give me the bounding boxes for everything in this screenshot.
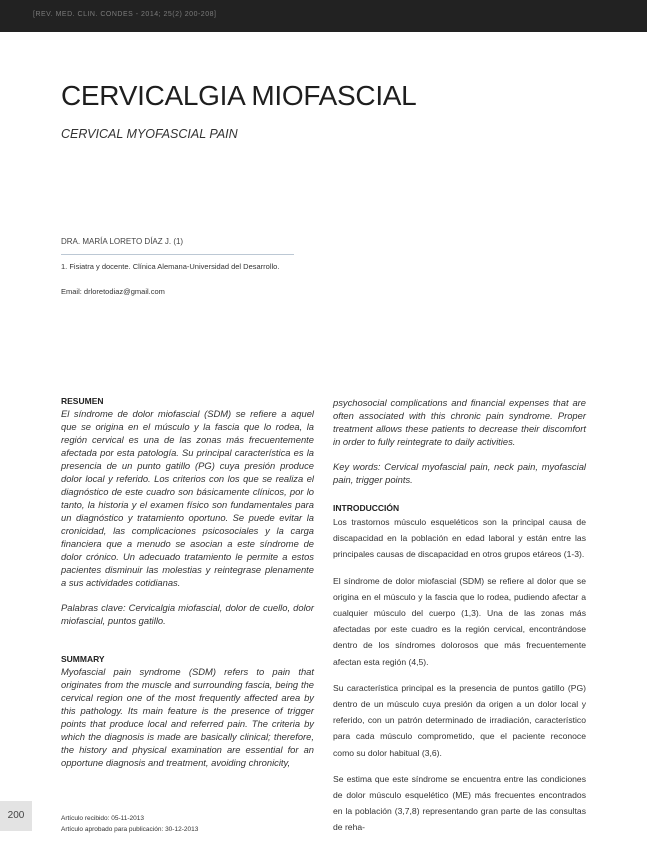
page-number: 200 bbox=[7, 810, 25, 821]
summary-heading: SUMMARY bbox=[61, 654, 105, 664]
intro-paragraph-4: Se estima que este síndrome se encuentra entre las condiciones de dolor músculo esquelético (ME) más frecuentes encontrados en la población (3,7,8) representando gran parte de las consultas de reha- bbox=[333, 773, 586, 833]
introduccion-heading: INTRODUCCIÓN bbox=[333, 503, 400, 513]
author-email: Email: drloretodiaz@gmail.com bbox=[61, 287, 165, 296]
approved-date: Artículo aprobado para publicación: 30-12-2013 bbox=[61, 826, 199, 833]
author-divider bbox=[61, 254, 294, 255]
page-number-box bbox=[0, 801, 32, 831]
journal-citation: [REV. MED. CLIN. CONDES - 2014; 25(2) 200-208] bbox=[33, 11, 217, 18]
intro-paragraph-2: El síndrome de dolor miofascial (SDM) se refiere al dolor que se origina en el músculo y la fascia que lo rodea, pudiendo afectar a cualquier músculo del cuerpo (1,3). Una de las zonas más afectadas por este cuadro es la región cervical, encontrándose dentro de los síndromes dolorosos que más frecuentemente afectan esta región (4,5). bbox=[333, 575, 586, 667]
resumen-heading: RESUMEN bbox=[61, 396, 104, 406]
resumen-text: El síndrome de dolor miofascial (SDM) se refiere a aquel que se origina en el músculo y la fascia que lo rodea, la región cervical es una de las zonas más frecuentemente afectada por esta patología. Su principal característica es la presencia de un punto gatillo (PG) cuya presión produce dolor local y referido. Los criterios con los que se realiza el diagnóstico de este cuadro son básicamente clínicos, por lo tanto, la historia y el examen físico son fundamentales para un diagnóstico y tratamiento oportuno. Se puede evitar la cronicidad, las complicaciones psicosociales y la carga financiera que a menudo se asocian a este síndrome de dolor crónico. Un adecuado tratamiento le permite a estos pacientes disminuir las molestias y reintegrase plenamente a sus actividades cotidianas. bbox=[61, 408, 314, 588]
article-subtitle: CERVICAL MYOFASCIAL PAIN bbox=[61, 127, 238, 141]
summary-text: Myofascial pain syndrome (SDM) refers to pain that originates from the muscle and surrounding fascia, being the cervical region one of the most frequently affected area by this pathology. Its main feature is the presence of trigger points that produce local and referred pain. The criteria by which the diagnosis is made are basically clinical; therefore, the history and physical examination are essential for an opportune diagnosis and treatment, avoiding chronicity, bbox=[61, 666, 314, 768]
author-affiliation: 1. Fisiatra y docente. Clínica Alemana-Universidad del Desarrollo. bbox=[61, 262, 280, 271]
author-name: DRA. MARÍA LORETO DÍAZ J. (1) bbox=[61, 237, 184, 246]
intro-paragraph-1: Los trastornos músculo esqueléticos son la principal causa de discapacidad en la población en edad laboral y están entre las principales causas de discapacidad en otros grupos etáreos (1-3). bbox=[333, 517, 586, 560]
article-title: CERVICALGIA MIOFASCIAL bbox=[61, 80, 417, 111]
right-column bbox=[333, 396, 586, 836]
received-date: Artículo recibido: 05-11-2013 bbox=[61, 815, 144, 822]
intro-paragraph-3: Su característica principal es la presencia de puntos gatillo (PG) dentro de un músculo cuya presión da origen a un dolor local y referido, con un patrón determinado de irradiación, característico para cada músculo comprometido, que el paciente reconoce como su dolor habitual (3,6). bbox=[333, 682, 586, 758]
summary-keywords: Key words: Cervical myofascial pain, neck pain, myofascial pain, trigger points. bbox=[333, 461, 586, 485]
left-column bbox=[61, 396, 314, 769]
journal-header-bar bbox=[0, 0, 647, 32]
summary-text-continued: psychosocial complications and financial expenses that are often associated with this chronic pain syndrome. Proper treatment allows these patients to decrease their discomfort in order to fully reintegrate to daily activities. bbox=[333, 397, 586, 447]
resumen-keywords: Palabras clave: Cervicalgia miofascial, dolor de cuello, dolor miofascial, puntos gatillo. bbox=[61, 602, 314, 626]
